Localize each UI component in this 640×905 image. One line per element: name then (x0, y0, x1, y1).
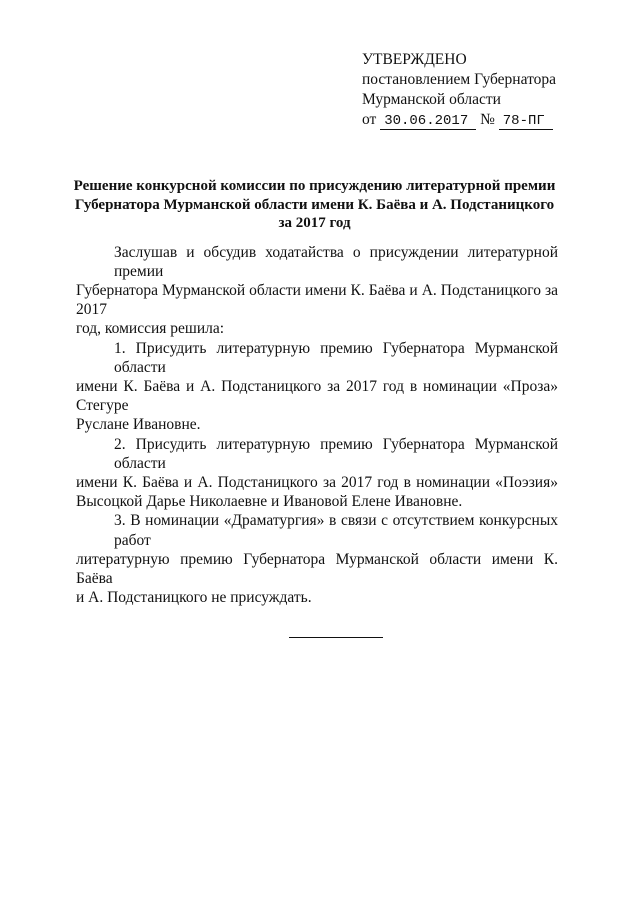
approval-number: 78-ПГ (499, 113, 553, 130)
document-body (76, 243, 558, 608)
title-line: Решение конкурсной комиссии по присуждению литературной премии (73, 178, 556, 194)
text-line: имени К. Баёва и А. Подстаницкого за 2017 год в номинации «Проза» Стегуре (76, 377, 558, 415)
text-line: 2. Присудить литературную премию Губернатора Мурманской области (114, 435, 558, 472)
approval-date-number (362, 110, 640, 131)
approval-date: 30.06.2017 (380, 113, 476, 130)
text-line: Заслушав и обсудив ходатайства о присуждении литературной премии (114, 243, 558, 280)
number-prefix: № (480, 111, 495, 128)
text-line: 3. В номинации «Драматургия» в связи с отсутствием конкурсных работ (114, 512, 558, 549)
text-line: имени К. Баёва и А. Подстаницкого за 2017 год в номинации «Поэзия» (76, 473, 558, 491)
title-line: за 2017 год (278, 215, 351, 231)
paragraph-intro (76, 243, 558, 339)
text-line: и А. Подстаницкого не присуждать. (76, 589, 312, 607)
text-line: Губернатора Мурманской области имени К. Баёва и А. Подстаницкого за 2017 (76, 281, 558, 319)
title-line: Губернатора Мурманской области имени К. Баёва и А. Подстаницкого (74, 196, 555, 213)
date-prefix: от (362, 111, 377, 128)
text-line: 1. Присудить литературную премию Губернатора Мурманской области (114, 339, 558, 376)
approval-heading: УТВЕРЖДЕНО (362, 51, 467, 68)
text-line: литературную премию Губернатора Мурманской области имени К. Баёва (76, 550, 558, 587)
approval-stamp (362, 50, 640, 131)
text-line: Руслане Ивановне. (76, 416, 201, 434)
paragraph-item-3 (76, 511, 558, 607)
text-line: Высоцкой Дарье Николаевне и Ивановой Елене Ивановне. (76, 493, 463, 511)
text-line: год, комиссия решила: (76, 320, 225, 338)
approval-line: Мурманской области (362, 91, 501, 108)
paragraph-item-2 (76, 435, 558, 512)
paragraph-item-1 (76, 339, 558, 435)
document-title (66, 177, 563, 233)
approval-line: постановлением Губернатора (362, 71, 557, 88)
end-separator-line (289, 637, 383, 638)
